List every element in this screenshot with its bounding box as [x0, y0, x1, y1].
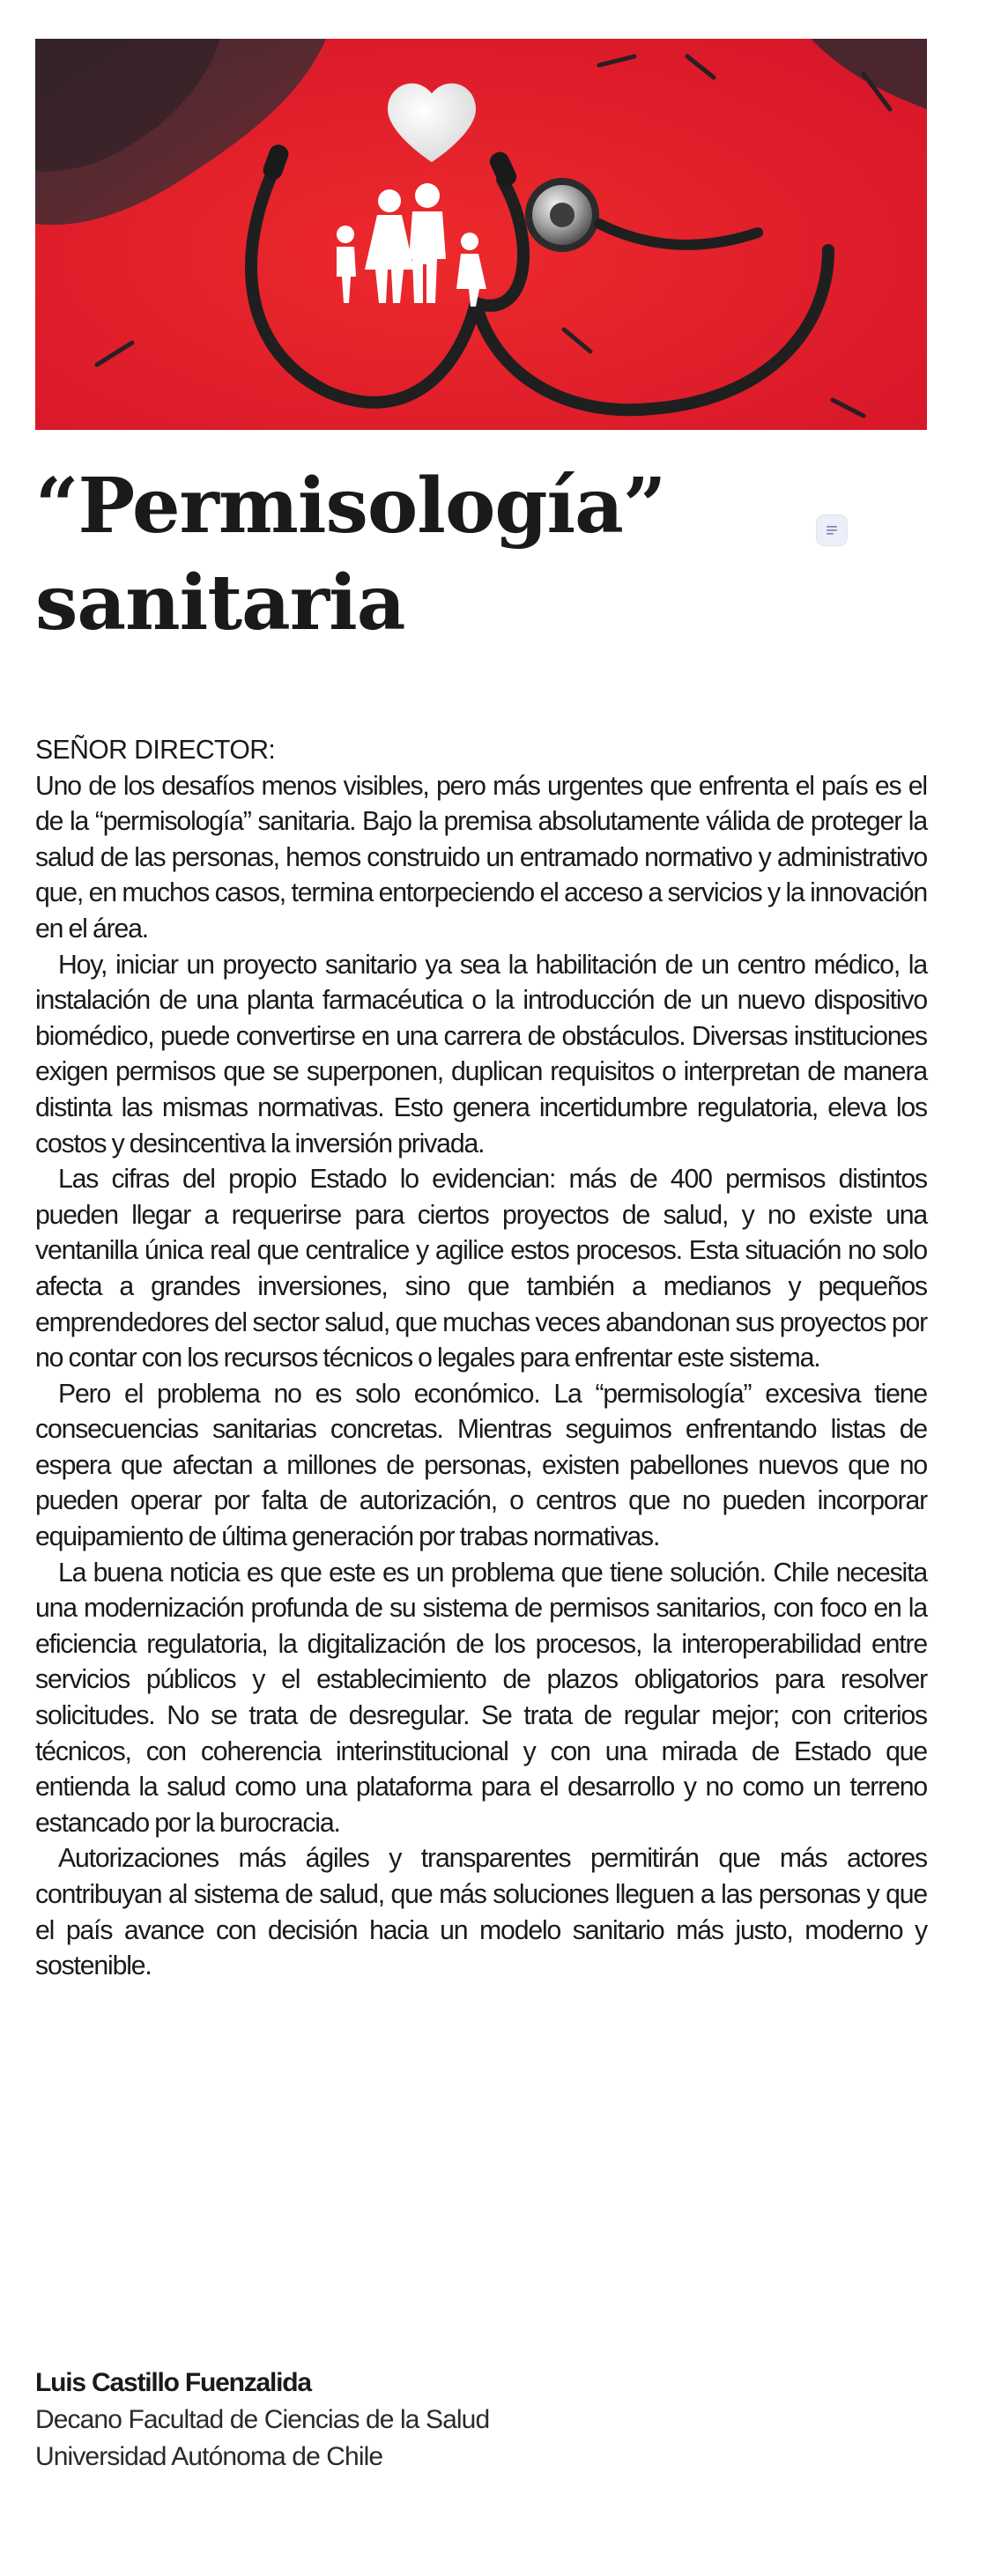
signature-block — [35, 2365, 927, 2476]
author-title: Decano Facultad de Ciencias de la Salud — [35, 2405, 490, 2434]
hero-image — [35, 39, 927, 430]
article-title — [35, 458, 793, 652]
lines-glyph — [824, 522, 840, 538]
paragraph-1: Uno de los desafíos menos visibles, pero más urgentes que enfrenta el país es el de la “permisología” sanitaria. Bajo la premisa absolutamente válida de proteger la salud de las personas, hemos construido un entramado normativo y administrativo que, en muchos casos, termina entorpeciendo el acceso a servicios y la innovación en el área. — [35, 771, 927, 944]
title-line-2: sanitaria — [35, 559, 405, 648]
author-institution: Universidad Autónoma de Chile — [35, 2442, 383, 2471]
author-name: Luis Castillo Fuenzalida — [35, 2368, 311, 2397]
salutation: SEÑOR DIRECTOR: — [35, 736, 276, 765]
title-line-1: “Permisología” — [35, 462, 666, 551]
note-icon[interactable] — [817, 515, 847, 545]
paragraph-2: Hoy, iniciar un proyecto sanitario ya sea la habilitación de un centro médico, la instalación de una planta farmacéutica o la introducción de un nuevo dispositivo biomédico, puede convertirse en una carrera de obstáculos. Diversas instituciones exigen permisos que se superponen, duplican requisitos o interpretan de manera distinta las mismas normativas. Esto genera incertidumbre regulatoria, eleva los costos y desincentiva la inversión privada. — [35, 950, 927, 1158]
paragraph-4: Pero el problema no es solo económico. La “permisología” excesiva tiene consecuencias sanitarias concretas. Mientras seguimos enfrentando listas de espera que afectan a millones de personas, existen pabellones nuevos que no pueden operar por falta de autorización, o centros que no pueden incorporar equipamiento de última generación por trabas normativas. — [35, 1379, 927, 1552]
paragraph-5: La buena noticia es que este es un problema que tiene solución. Chile necesita una modernización profunda de su sistema de permisos sanitarios, con foco en la eficiencia regulatoria, la digitalización de los procesos, la interoperabilidad entre servicios públicos y el establecimiento de plazos obligatorios para resolver solicitudes. No se trata de desregular. Se trata de regular mejor; con criterios técnicos, con coherencia interinstitucional y con una mirada de Estado que entienda la salud como una plataforma para el desarrollo y no como un terreno estancado por la burocracia. — [35, 1558, 927, 1838]
stethoscope-family-heart-illustration — [35, 39, 927, 430]
letter-body — [35, 733, 927, 1985]
paragraph-3: Las cifras del propio Estado lo evidencian: más de 400 permisos distintos pueden llegar a requerirse para ciertos proyectos de salud, y no existe una ventanilla única real que centralice y agilice estos procesos. Esta situación no solo afecta a grandes inversiones, sino que también a medianos y pequeños emprendedores del sector salud, que muchas veces abandonan sus proyectos por no contar con los recursos técnicos o legales para enfrentar este sistema. — [35, 1165, 927, 1373]
paragraph-6: Autorizaciones más ágiles y transparentes permitirán que más actores contribuyan al sistema de salud, que más soluciones lleguen a las personas y que el país avance con decisión hacia un modelo sanitario más justo, moderno y sostenible. — [35, 1844, 927, 1981]
